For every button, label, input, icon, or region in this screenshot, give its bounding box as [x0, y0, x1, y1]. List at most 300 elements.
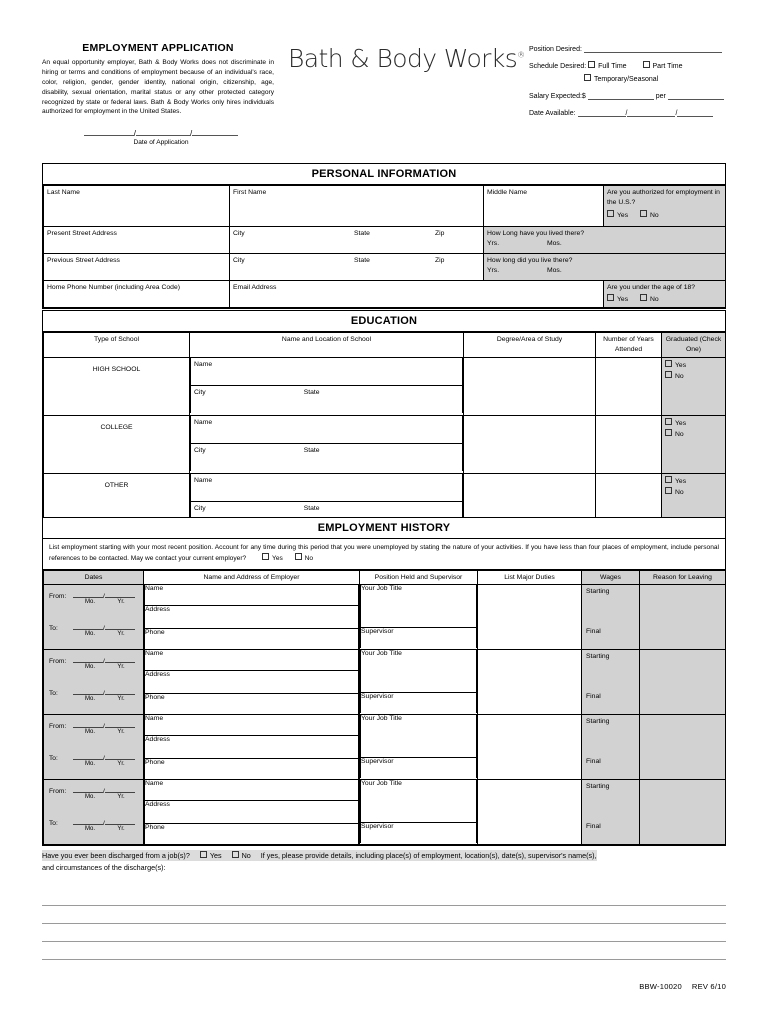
job-title-label: Your Job Title: [361, 714, 402, 722]
employment-entry-row: [44, 779, 726, 844]
from-month-input[interactable]: [73, 719, 103, 728]
employment-history-rows: [44, 584, 726, 844]
supervisor-label: Supervisor: [361, 627, 394, 635]
age-no[interactable]: [640, 294, 659, 305]
starting-wage-label: Starting: [586, 652, 610, 660]
education-graduated-high-school[interactable]: [662, 357, 726, 415]
to-label: To:: [49, 819, 58, 827]
yr-label: Yr.: [117, 760, 125, 767]
employer-name-field[interactable]: [145, 585, 359, 606]
employment-wages-cell[interactable]: [582, 714, 640, 779]
graduated-no[interactable]: [665, 429, 684, 440]
option-label: No: [241, 851, 251, 860]
employment-employer-cell[interactable]: [144, 779, 360, 844]
date-of-application-rules: / /: [72, 126, 250, 138]
employment-header-position: Position Held and Supervisor: [360, 570, 478, 584]
education-header-graduated: Graduated (Check One): [662, 333, 726, 358]
final-wage-label: Final: [586, 627, 601, 635]
logo-text: Bath & Body Works: [288, 44, 518, 73]
education-header-years: Number of Years Attended: [596, 333, 662, 358]
school-name-field[interactable]: [191, 358, 463, 386]
mo-label: Mo.: [84, 760, 95, 767]
to-month-input[interactable]: [73, 816, 103, 825]
previous-city-state-zip-cell[interactable]: [230, 254, 484, 281]
phone-label: Phone: [145, 693, 165, 701]
table-row: [191, 443, 463, 471]
dates-field-group[interactable]: [44, 585, 143, 649]
employment-dates-cell[interactable]: [44, 779, 144, 844]
job-title-field[interactable]: [361, 780, 477, 823]
supervisor-field[interactable]: [361, 627, 477, 648]
starting-wage-label: Starting: [586, 587, 610, 595]
graduated-yes[interactable]: [665, 360, 686, 371]
checkbox-icon[interactable]: [584, 74, 591, 81]
checkbox-icon[interactable]: [607, 294, 614, 301]
final-wage-label: Final: [586, 692, 601, 700]
table-row: [44, 281, 726, 308]
city-label: City: [194, 388, 206, 396]
dates-field-group[interactable]: [44, 650, 143, 714]
graduated-yes[interactable]: [665, 476, 686, 487]
to-year-input[interactable]: [105, 751, 135, 760]
education-subfields: [190, 358, 463, 413]
home-phone-cell[interactable]: [44, 281, 230, 308]
phone-label: Phone: [145, 823, 165, 831]
starting-wage-label: Starting: [586, 782, 610, 790]
employment-header-employer: Name and Address of Employer: [144, 570, 360, 584]
discharge-section: [42, 850, 726, 960]
checkbox-icon[interactable]: [640, 210, 647, 217]
zip-label: Zip: [435, 257, 445, 264]
employment-dates-cell[interactable]: [44, 584, 144, 649]
phone-label: Phone: [145, 758, 165, 766]
footer-revision: REV 6/10: [691, 982, 726, 991]
education-header-name-location: Name and Location of School: [190, 333, 464, 358]
education-header-row: [44, 333, 726, 358]
table-row: [44, 357, 726, 415]
contact-employer-yes[interactable]: [262, 553, 283, 564]
wages-field-group[interactable]: [582, 585, 639, 649]
starting-wage-label: Starting: [586, 717, 610, 725]
age-question-label: Are you under the age of 18?: [607, 284, 696, 291]
job-title-field[interactable]: [361, 650, 477, 693]
employment-dates-cell[interactable]: [44, 714, 144, 779]
city-label: City: [233, 230, 245, 237]
address-label: Address: [145, 800, 170, 808]
answer-line[interactable]: [42, 942, 726, 960]
employer-name-field[interactable]: [145, 650, 359, 671]
discharge-answer-lines[interactable]: [42, 888, 726, 960]
from-date-line[interactable]: From: /: [49, 784, 138, 795]
date-available-label: Date Available:: [529, 110, 576, 117]
position-desired-label: Position Desired:: [529, 46, 582, 53]
checkbox-icon[interactable]: [665, 418, 672, 425]
state-label: State: [303, 504, 320, 512]
mo-label: Mo.: [84, 695, 95, 702]
employment-reason-cell[interactable]: [640, 714, 726, 779]
work-authorization-options[interactable]: [607, 210, 722, 221]
table-row: [145, 715, 359, 736]
date-of-application-label: Date of Application: [133, 139, 189, 146]
supervisor-field[interactable]: [361, 692, 477, 713]
contact-employer-options[interactable]: [262, 555, 327, 562]
schedule-desired-label: Schedule Desired:: [529, 63, 587, 70]
school-name-field[interactable]: [191, 474, 463, 502]
education-section: [42, 310, 726, 533]
employment-position-cell[interactable]: [360, 649, 478, 714]
middle-name-cell[interactable]: [484, 186, 604, 227]
discharge-detail-line-1: If yes, please provide details, including place(s) of employment, location(s), date(s), supervisor's name(s),: [260, 851, 597, 860]
salary-expected-input[interactable]: [588, 91, 654, 100]
age-question-cell[interactable]: [604, 281, 726, 308]
to-year-input[interactable]: [105, 621, 135, 630]
table-row: [145, 693, 359, 714]
from-date-line[interactable]: From: /: [49, 589, 138, 600]
eeo-statement: An equal opportunity employer, Bath & Body Works does not discriminate in hiring or terms and conditions of employment because of an individual's race, color, religion, gender, gender identity, national origin, citizenship, age, disability, sexual orientation, marital status or any other protected category recognized by state or federal laws. Bath & Body Works only hires individuals authorized for employment in the United States.: [42, 59, 274, 116]
discharge-no[interactable]: [232, 850, 251, 862]
employment-header-reason: Reason for Leaving: [640, 570, 726, 584]
checkbox-icon[interactable]: [665, 429, 672, 436]
employment-dates-cell[interactable]: [44, 649, 144, 714]
age-question-options[interactable]: [607, 294, 722, 305]
yr-label: Yr.: [117, 825, 125, 832]
to-month-input[interactable]: [73, 621, 103, 630]
option-label: No: [304, 554, 314, 562]
employer-name-field[interactable]: [145, 715, 359, 736]
name-label: Name: [194, 476, 213, 484]
employment-wages-cell[interactable]: [582, 779, 640, 844]
schedule-option-full-time[interactable]: [588, 61, 626, 70]
yr-label: Yr.: [117, 728, 125, 735]
table-row: [145, 823, 359, 844]
middle-name-label: Middle Name: [487, 189, 528, 196]
checkbox-icon[interactable]: [262, 553, 269, 560]
checkbox-icon[interactable]: [665, 371, 672, 378]
checkbox-icon[interactable]: [588, 61, 595, 68]
option-label: Yes: [617, 295, 629, 303]
checkbox-icon[interactable]: [665, 487, 672, 494]
supervisor-label: Supervisor: [361, 757, 394, 765]
to-date-line[interactable]: To: /: [49, 686, 138, 697]
checkbox-icon[interactable]: [665, 476, 672, 483]
position-subfields: [360, 650, 477, 713]
previous-address-label: Previous Street Address: [47, 257, 120, 264]
table-row: [145, 650, 359, 671]
instructions-text: List employment starting with your most recent position. Account for any time during this period that you were unemployed by stating the nature of your activities. If you have less than four places of employment, include personal references to be contacted. May we contact your current employer?: [49, 544, 719, 562]
present-duration-fields[interactable]: [487, 239, 722, 249]
table-row: [145, 670, 359, 693]
education-graduated-college[interactable]: [662, 415, 726, 473]
employer-subfields: [144, 715, 359, 779]
option-label: Yes: [617, 211, 629, 219]
table-row: [145, 735, 359, 758]
email-cell[interactable]: [230, 281, 604, 308]
education-years-high-school[interactable]: [596, 357, 662, 415]
checkbox-icon[interactable]: [232, 851, 239, 858]
checkbox-icon[interactable]: [295, 553, 302, 560]
graduated-no[interactable]: [665, 487, 684, 498]
table-row: [361, 650, 477, 693]
address-label: Address: [145, 735, 170, 743]
from-month-input[interactable]: [73, 654, 103, 663]
education-table: [43, 332, 726, 532]
job-title-label: Your Job Title: [361, 584, 402, 592]
table-row: [44, 254, 726, 281]
education-name-location-high-school[interactable]: [190, 357, 464, 415]
checkbox-icon[interactable]: [607, 210, 614, 217]
employer-address-field[interactable]: [145, 670, 359, 693]
present-address-cell[interactable]: [44, 227, 230, 254]
discharge-detail-line-2: and circumstances of the discharge(s):: [42, 862, 166, 872]
school-name-field[interactable]: [191, 416, 463, 444]
from-date-line[interactable]: From: /: [49, 719, 138, 730]
employment-position-cell[interactable]: [360, 714, 478, 779]
footer-form-number: BBW-10020: [639, 982, 682, 991]
position-subfields: [360, 780, 477, 843]
yr-label: Yr.: [117, 695, 125, 702]
contact-employer-no[interactable]: [295, 553, 313, 564]
supervisor-field[interactable]: [361, 757, 477, 778]
answer-line[interactable]: [42, 906, 726, 924]
mos-label: Mos.: [546, 266, 562, 274]
option-label: No: [649, 211, 659, 219]
page-footer: [0, 982, 726, 991]
employer-address-field[interactable]: [145, 800, 359, 823]
employer-subfields: [144, 585, 359, 649]
table-row: [191, 358, 463, 386]
wages-field-group[interactable]: [582, 650, 639, 714]
option-label: No: [675, 372, 684, 380]
previous-duration-fields[interactable]: [487, 266, 722, 276]
first-name-label: First Name: [233, 189, 267, 196]
from-date-line[interactable]: From: /: [49, 654, 138, 665]
education-title: EDUCATION: [43, 311, 725, 332]
table-row: [44, 415, 726, 473]
employment-history-instructions: [43, 539, 725, 570]
to-month-input[interactable]: [73, 686, 103, 695]
graduated-yes[interactable]: [665, 418, 686, 429]
state-label: State: [303, 388, 320, 396]
to-date-line[interactable]: To: /: [49, 621, 138, 632]
from-year-input[interactable]: [105, 654, 135, 663]
schedule-desired-row-2: [529, 74, 729, 83]
employment-wages-cell[interactable]: [582, 649, 640, 714]
city-label: City: [233, 257, 245, 264]
date-available-month[interactable]: [578, 108, 626, 117]
home-phone-label: Home Phone Number (including Area Code): [47, 284, 180, 291]
from-month-input[interactable]: [73, 784, 103, 793]
to-month-input[interactable]: [73, 751, 103, 760]
age-yes[interactable]: [607, 294, 628, 305]
mo-label: Mo.: [84, 728, 95, 735]
from-year-input[interactable]: [105, 589, 135, 598]
last-name-label: Last Name: [47, 189, 80, 196]
from-month-input[interactable]: [73, 589, 103, 598]
present-address-label: Present Street Address: [47, 230, 117, 237]
previous-duration-cell[interactable]: [484, 254, 726, 281]
position-subfields: [360, 585, 477, 648]
previous-address-cell[interactable]: [44, 254, 230, 281]
schedule-option-temporary-seasonal[interactable]: [584, 74, 658, 83]
table-row: [361, 627, 477, 648]
salary-expected-row: [529, 91, 729, 100]
date-of-application-field[interactable]: [72, 126, 250, 146]
table-row: [361, 715, 477, 758]
from-label: From:: [49, 592, 67, 600]
education-name-location-college[interactable]: [190, 415, 464, 473]
employment-duties-cell[interactable]: [478, 779, 582, 844]
state-label: State: [354, 230, 370, 237]
checkbox-icon[interactable]: [665, 360, 672, 367]
to-label: To:: [49, 624, 58, 632]
from-label: From:: [49, 657, 67, 665]
position-subfields: [360, 715, 477, 778]
employment-history-table: [43, 570, 726, 845]
education-years-college[interactable]: [596, 415, 662, 473]
answer-line[interactable]: [42, 888, 726, 906]
employment-entry-row: [44, 584, 726, 649]
to-date-line[interactable]: To: /: [49, 816, 138, 827]
discharge-yes[interactable]: [200, 850, 222, 862]
yrs-label: Yrs.: [487, 239, 500, 247]
to-year-input[interactable]: [105, 686, 135, 695]
supervisor-label: Supervisor: [361, 822, 394, 830]
employment-header-dates: Dates: [44, 570, 144, 584]
first-name-cell[interactable]: [230, 186, 484, 227]
dates-field-group[interactable]: [44, 780, 143, 844]
state-label: State: [354, 257, 370, 264]
employment-position-cell[interactable]: [360, 584, 478, 649]
to-date-line[interactable]: To: /: [49, 751, 138, 762]
from-year-input[interactable]: [105, 719, 135, 728]
supervisor-field[interactable]: [361, 822, 477, 843]
employer-address-field[interactable]: [145, 605, 359, 628]
employer-phone-field[interactable]: [145, 693, 359, 714]
mo-label: Mo.: [84, 825, 95, 832]
employer-phone-field[interactable]: [145, 823, 359, 844]
to-label: To:: [49, 689, 58, 697]
salary-per-label: per: [655, 93, 666, 100]
checkbox-icon[interactable]: [200, 851, 207, 858]
option-label: Yes: [675, 477, 687, 485]
work-authorization-cell[interactable]: [604, 186, 726, 227]
to-label: To:: [49, 754, 58, 762]
employment-employer-cell[interactable]: [144, 714, 360, 779]
phone-label: Phone: [145, 628, 165, 636]
table-row: [361, 692, 477, 713]
employment-header-row: [44, 570, 726, 584]
education-type-high-school: HIGH SCHOOL: [44, 357, 190, 415]
schedule-option-label: Full Time: [598, 63, 627, 70]
graduated-no[interactable]: [665, 371, 684, 382]
work-auth-no[interactable]: [640, 210, 659, 221]
dates-field-group[interactable]: [44, 715, 143, 779]
salary-per-input[interactable]: [668, 91, 724, 100]
employment-history-title: EMPLOYMENT HISTORY: [43, 518, 725, 539]
date-available-day[interactable]: [627, 108, 675, 117]
employer-phone-field[interactable]: [145, 758, 359, 779]
employment-reason-cell[interactable]: [640, 649, 726, 714]
date-available-year[interactable]: [677, 108, 713, 117]
final-wage-label: Final: [586, 757, 601, 765]
address-label: Address: [145, 670, 170, 678]
table-row: [44, 186, 726, 227]
table-row: [145, 780, 359, 801]
from-label: From:: [49, 787, 67, 795]
job-title-field[interactable]: [361, 585, 477, 628]
employment-employer-cell[interactable]: [144, 649, 360, 714]
employment-reason-cell[interactable]: [640, 584, 726, 649]
to-year-input[interactable]: [105, 816, 135, 825]
employment-duties-cell[interactable]: [478, 714, 582, 779]
from-year-input[interactable]: [105, 784, 135, 793]
answer-line[interactable]: [42, 924, 726, 942]
mo-label: Mo.: [84, 630, 95, 637]
employment-wages-cell[interactable]: [582, 584, 640, 649]
education-degree-high-school[interactable]: [464, 357, 596, 415]
schedule-option-part-time[interactable]: [643, 61, 683, 70]
wages-field-group[interactable]: [582, 780, 639, 844]
option-label: Yes: [675, 361, 687, 369]
wages-field-group[interactable]: [582, 715, 639, 779]
present-duration-cell[interactable]: [484, 227, 726, 254]
employment-duties-cell[interactable]: [478, 649, 582, 714]
education-header-degree: Degree/Area of Study: [464, 333, 596, 358]
name-label: Name: [145, 584, 164, 592]
state-label: State: [303, 446, 320, 454]
school-city-state-field[interactable]: [191, 443, 463, 471]
date-available-row: Date Available: / /: [529, 108, 729, 117]
yr-label: Yr.: [117, 630, 125, 637]
employer-address-field[interactable]: [145, 735, 359, 758]
job-title-label: Your Job Title: [361, 779, 402, 787]
registered-trademark-icon: ®: [517, 50, 526, 60]
yr-label: Yr.: [117, 793, 125, 800]
employment-duties-cell[interactable]: [478, 584, 582, 649]
education-degree-college[interactable]: [464, 415, 596, 473]
mos-label: Mos.: [546, 239, 562, 247]
schedule-option-label: Temporary/Seasonal: [594, 76, 659, 83]
checkbox-icon[interactable]: [643, 61, 650, 68]
discharge-question-line: [42, 850, 726, 862]
final-wage-label: Final: [586, 822, 601, 830]
option-label: Yes: [675, 419, 687, 427]
option-label: No: [649, 295, 659, 303]
position-desired-input[interactable]: [584, 44, 722, 53]
employment-header-duties: List Major Duties: [478, 570, 582, 584]
job-title-field[interactable]: [361, 715, 477, 758]
employer-name-field[interactable]: [145, 780, 359, 801]
employer-phone-field[interactable]: [145, 628, 359, 649]
table-row: [145, 800, 359, 823]
employment-entry-row: [44, 714, 726, 779]
email-label: Email Address: [233, 284, 277, 291]
school-city-state-field[interactable]: [191, 385, 463, 413]
present-city-state-zip-cell[interactable]: [230, 227, 484, 254]
education-header-type: Type of School: [44, 333, 190, 358]
work-auth-yes[interactable]: [607, 210, 628, 221]
discharge-question-label: Have you ever been discharged from a job(s)?: [42, 851, 190, 860]
employment-position-cell[interactable]: [360, 779, 478, 844]
employment-reason-cell[interactable]: [640, 779, 726, 844]
name-label: Name: [145, 649, 164, 657]
mo-label: Mo.: [84, 663, 95, 670]
employment-employer-cell[interactable]: [144, 584, 360, 649]
last-name-cell[interactable]: [44, 186, 230, 227]
option-label: No: [675, 430, 684, 438]
bath-and-body-works-logo: [288, 44, 525, 73]
checkbox-icon[interactable]: [640, 294, 647, 301]
